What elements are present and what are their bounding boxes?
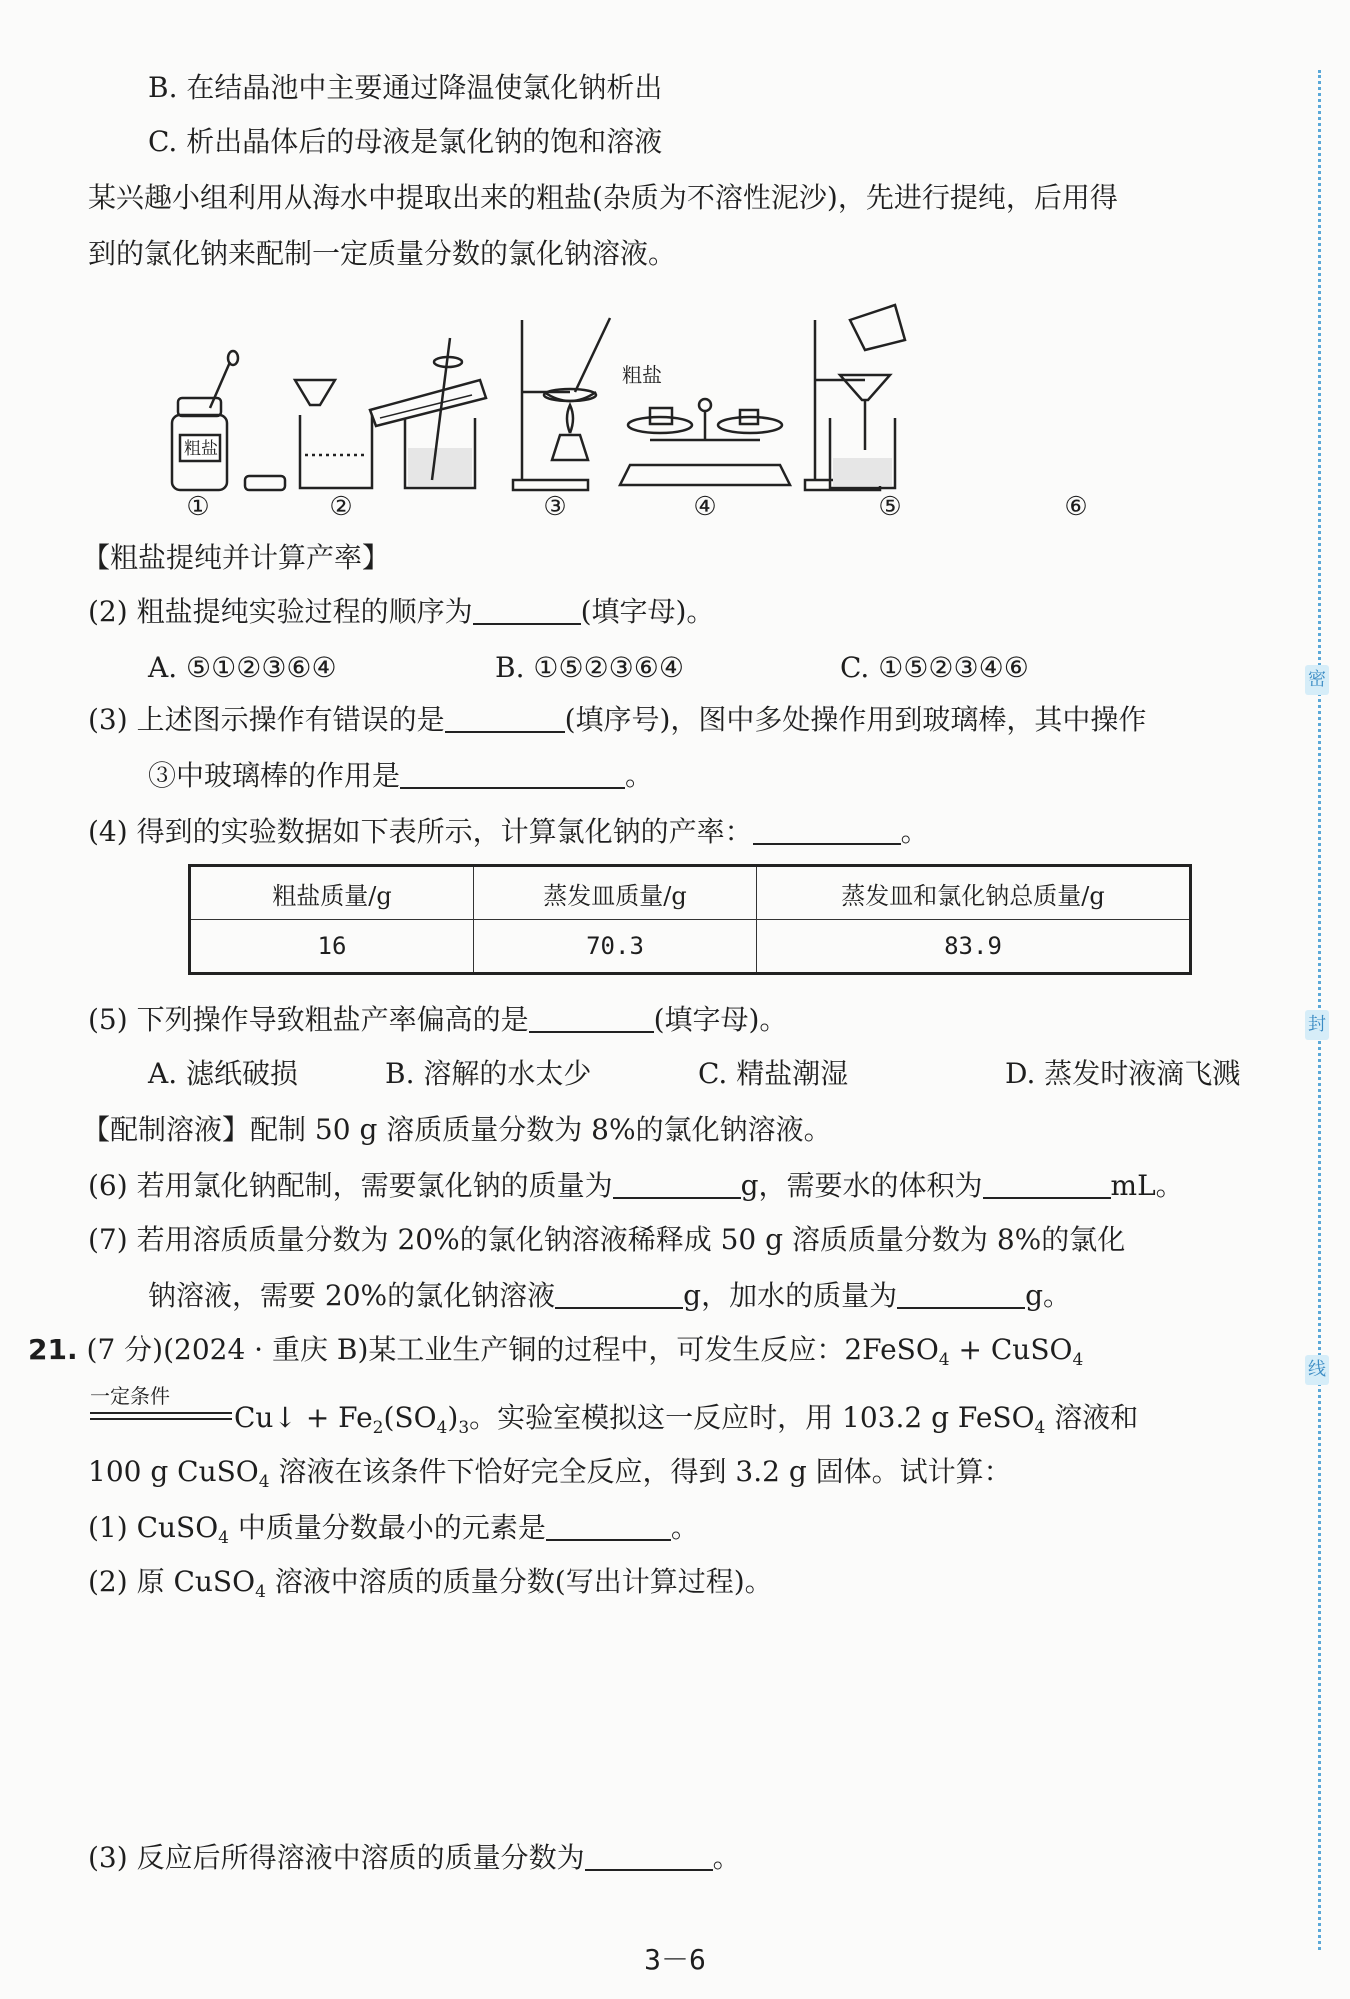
answer-blank-21-3[interactable] <box>585 1839 713 1871</box>
q5-option-c: C. 精盐潮湿 <box>698 1057 849 1090</box>
question-number: 21. <box>28 1333 78 1366</box>
figure-label-1: ① <box>186 492 210 522</box>
table-header-cell: 蒸发皿质量/g <box>474 866 757 920</box>
answer-blank-q5[interactable] <box>529 1001 654 1033</box>
side-tag-2: 封 <box>1305 1010 1329 1040</box>
reaction-equals-line-top <box>90 1412 232 1414</box>
answer-blank-q6a[interactable] <box>613 1167 741 1199</box>
question-21-part-2: (2) 原 CuSO$_4$ 溶液中溶质的质量分数(写出计算过程)。 <box>88 1565 773 1602</box>
answer-blank-q4[interactable] <box>753 813 901 845</box>
question-7-line-2: 钠溶液，需要 20%的氯化钠溶液 g，加水的质量为 g。 <box>148 1279 1072 1312</box>
filtration-illustration <box>805 305 905 490</box>
question-7-line-1: (7) 若用溶质质量分数为 20%的氯化钠溶液稀释成 50 g 溶质质量分数为 8%的氯化 <box>88 1223 1126 1256</box>
question-21-line-3: 100 g CuSO$_4$ 溶液在该条件下恰好完全反应，得到 3.2 g 固体。试计算： <box>88 1455 1012 1492</box>
table-cell: 16 <box>190 920 474 974</box>
answer-blank-q7a[interactable] <box>555 1277 683 1309</box>
page-number: 3－6 <box>644 1943 706 1976</box>
question-21-part-1: (1) CuSO$_4$ 中质量分数最小的元素是 。 <box>88 1511 699 1548</box>
figure-label-4: ④ <box>693 492 717 522</box>
jar-label: 粗盐 <box>184 439 218 459</box>
experiment-data-table <box>188 864 1192 975</box>
balance-illustration <box>620 399 790 485</box>
answer-blank-q3a[interactable] <box>445 701 565 733</box>
table-header-cell: 蒸发皿和氯化钠总质量/g <box>757 866 1191 920</box>
intro-line-2: 到的氯化钠来配制一定质量分数的氯化钠溶液。 <box>88 237 677 270</box>
answer-blank-q3b[interactable] <box>400 757 625 789</box>
table-row <box>190 920 1191 974</box>
question-2: (2) 粗盐提纯实验过程的顺序为 (填字母)。 <box>88 595 715 628</box>
question-3-line-1: (3) 上述图示操作有错误的是 (填序号)，图中多处操作用到玻璃棒，其中操作 <box>88 703 1147 736</box>
reaction-equals-line-bottom <box>90 1418 232 1420</box>
answer-area-21-2[interactable] <box>88 1610 1288 1810</box>
question-6: (6) 若用氯化钠配制，需要氯化钠的质量为 g，需要水的体积为 mL。 <box>88 1169 1184 1202</box>
q5-option-b: B. 溶解的水太少 <box>385 1057 592 1090</box>
question-4: (4) 得到的实验数据如下表所示，计算氯化钠的产率： 。 <box>88 815 929 848</box>
evaporation-illustration <box>513 318 610 490</box>
stirring-beaker-illustration <box>405 338 475 488</box>
q2-option-c: C. ①⑤②③④⑥ <box>840 651 1029 684</box>
answer-blank-21-1[interactable] <box>546 1509 671 1541</box>
option-c: C. 析出晶体后的母液是氯化钠的饱和溶液 <box>148 125 663 158</box>
q2-option-a: A. ⑤①②③⑥④ <box>148 651 337 684</box>
section-title-solution: 【配制溶液】配制 50 g 溶质质量分数为 8%的氯化钠溶液。 <box>82 1113 832 1146</box>
figure-label-6: ⑥ <box>1064 492 1088 522</box>
table-header-cell: 粗盐质量/g <box>190 866 474 920</box>
section-title-purification: 【粗盐提纯并计算产率】 <box>82 541 391 574</box>
reaction-condition: 一定条件 <box>90 1384 170 1408</box>
question-21-equation: Cu↓ + $Fe_2(SO_4)_3$。实验室模拟这一反应时，用 103.2 g FeSO$_4$ 溶液和 <box>234 1401 1139 1438</box>
answer-blank-q6b[interactable] <box>983 1167 1111 1199</box>
table-cell: 70.3 <box>474 920 757 974</box>
figure-label-3: ③ <box>543 492 567 522</box>
side-tag-1: 密 <box>1305 665 1329 695</box>
q2-option-b: B. ①⑤②③⑥④ <box>495 651 684 684</box>
q5-option-d: D. 蒸发时液滴飞溅 <box>1005 1057 1241 1090</box>
salt-jar-illustration <box>172 351 285 490</box>
question-5: (5) 下列操作导致粗盐产率偏高的是 (填字母)。 <box>88 1003 788 1036</box>
answer-blank-q2[interactable] <box>473 593 581 625</box>
balance-label: 粗盐 <box>622 363 662 387</box>
q5-option-a: A. 滤纸破损 <box>148 1057 299 1090</box>
intro-line-1: 某兴趣小组利用从海水中提取出来的粗盐(杂质为不溶性泥沙)，先进行提纯，后用得 <box>88 181 1118 214</box>
figure-label-5: ⑤ <box>878 492 902 522</box>
answer-blank-q7b[interactable] <box>897 1277 1025 1309</box>
side-tag-3: 线 <box>1305 1355 1329 1385</box>
question-3-line-2: ③中玻璃棒的作用是 。 <box>148 759 654 792</box>
figure-label-2: ② <box>329 492 353 522</box>
question-21-part-3: (3) 反应后所得溶液中溶质的质量分数为 。 <box>88 1841 741 1874</box>
experiment-figure <box>150 300 1150 500</box>
table-header-row <box>190 866 1191 920</box>
question-21-header: 21. (7 分)(2024 · 重庆 B)某工业生产铜的过程中，可发生反应：2FeSO$_4$ + CuSO$_4$ <box>28 1333 1084 1370</box>
option-b: B. 在结晶池中主要通过降温使氯化钠析出 <box>148 71 663 104</box>
table-cell: 83.9 <box>757 920 1191 974</box>
